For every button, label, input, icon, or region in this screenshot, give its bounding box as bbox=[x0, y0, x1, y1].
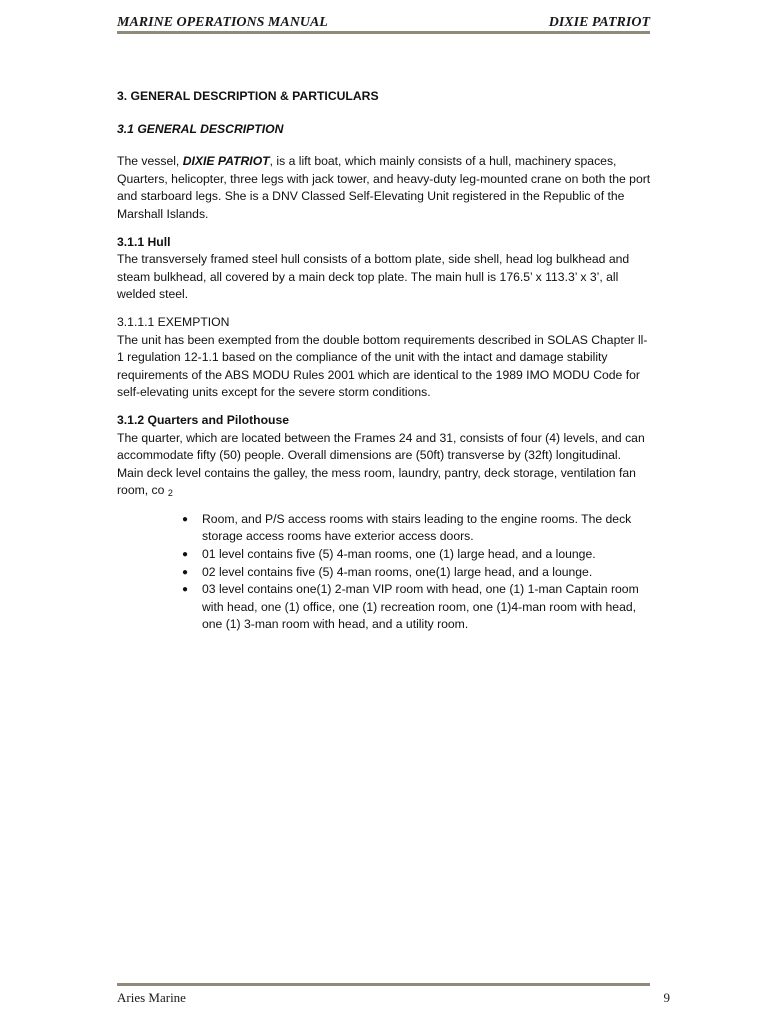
bullet-icon: ● bbox=[182, 549, 189, 561]
page-header bbox=[117, 11, 650, 31]
quarters-paragraph-2 bbox=[117, 465, 652, 503]
list-item bbox=[182, 581, 652, 634]
intro-after: , is a lift boat, which mainly consists of a hull, machinery spaces, Quarters, helicopter, three legs with jack tower, and heavy-duty leg-mounted crane on both the port and starboard legs. She is a DNV Classed Self-Elevating Unit registered in the Republic of the Marshall Islands. bbox=[117, 154, 651, 221]
list-item bbox=[182, 564, 652, 582]
quarters-paragraph-2-text: Main deck level contains the galley, the mess room, laundry, pantry, deck storage, ventilation fan room, co bbox=[117, 465, 636, 498]
list-item bbox=[182, 511, 652, 546]
co2-subscript: 2 bbox=[167, 488, 173, 499]
exemption-paragraph: The unit has been exempted from the double bottom requirements described in SOLAS Chapter ll-1 regulation 12-1.1 based on the compliance of the unit with the intact and damage stability requirements of the ABS MODU Rules 2001 which are identical to the 1989 IMO MODU Code for self-elevating units except for the severe storm conditions. bbox=[117, 332, 648, 400]
intro-paragraph bbox=[117, 153, 652, 223]
bullet-text: 03 level contains one(1) 2-man VIP room with head, one (1) 1-man Captain room with head, one (1) office, one (1) recreation room, one (1)4-man room with head, one (1) 3-man room with head, and a utility room. bbox=[202, 582, 639, 632]
quarters-paragraph-1: The quarter, which are located between the Frames 24 and 31, consists of four (4) levels, and can accommodate fifty (50) people. Overall dimensions are (50ft) transverse by (32ft) longitudinal. bbox=[117, 430, 645, 463]
header-divider bbox=[117, 31, 650, 34]
section-subtitle: 3.1 GENERAL DESCRIPTION bbox=[117, 121, 284, 136]
list-item bbox=[182, 546, 652, 564]
hull-paragraph: The transversely framed steel hull consists of a bottom plate, side shell, head log bulkhead and steam bulkhead, all covered by a main deck top plate. The main hull is 176.5’ x 113.3’ x 3’, all welded steel. bbox=[117, 252, 630, 302]
footer-divider bbox=[117, 983, 650, 986]
page-footer bbox=[117, 990, 670, 1006]
intro-before: The vessel, bbox=[117, 154, 183, 169]
bullet-icon: ● bbox=[182, 566, 189, 578]
hull-heading: 3.1.1 Hull bbox=[117, 234, 171, 249]
quarters-bullet-list bbox=[117, 511, 652, 634]
bullet-text: 01 level contains five (5) 4-man rooms, one (1) large head, and a lounge. bbox=[202, 547, 596, 562]
page-number: 9 bbox=[663, 990, 670, 1005]
header-manual-title: MARINE OPERATIONS MANUAL bbox=[117, 15, 328, 30]
document-body bbox=[117, 88, 652, 634]
bullet-icon: ● bbox=[182, 513, 189, 525]
exemption-heading: 3.1.1.1 EXEMPTION bbox=[117, 314, 230, 329]
bullet-icon: ● bbox=[182, 584, 189, 596]
header-vessel-name: DIXIE PATRIOT bbox=[548, 15, 650, 30]
bullet-text: Room, and P/S access rooms with stairs leading to the engine rooms. The deck storage access rooms have exterior access doors. bbox=[202, 511, 632, 544]
intro-vessel-name: DIXIE PATRIOT bbox=[182, 154, 270, 169]
quarters-heading: 3.1.2 Quarters and Pilothouse bbox=[117, 412, 290, 427]
bullet-text: 02 level contains five (5) 4-man rooms, one(1) large head, and a lounge. bbox=[202, 564, 593, 579]
footer-company: Aries Marine bbox=[117, 990, 186, 1005]
section-title: 3. GENERAL DESCRIPTION & PARTICULARS bbox=[117, 89, 379, 103]
